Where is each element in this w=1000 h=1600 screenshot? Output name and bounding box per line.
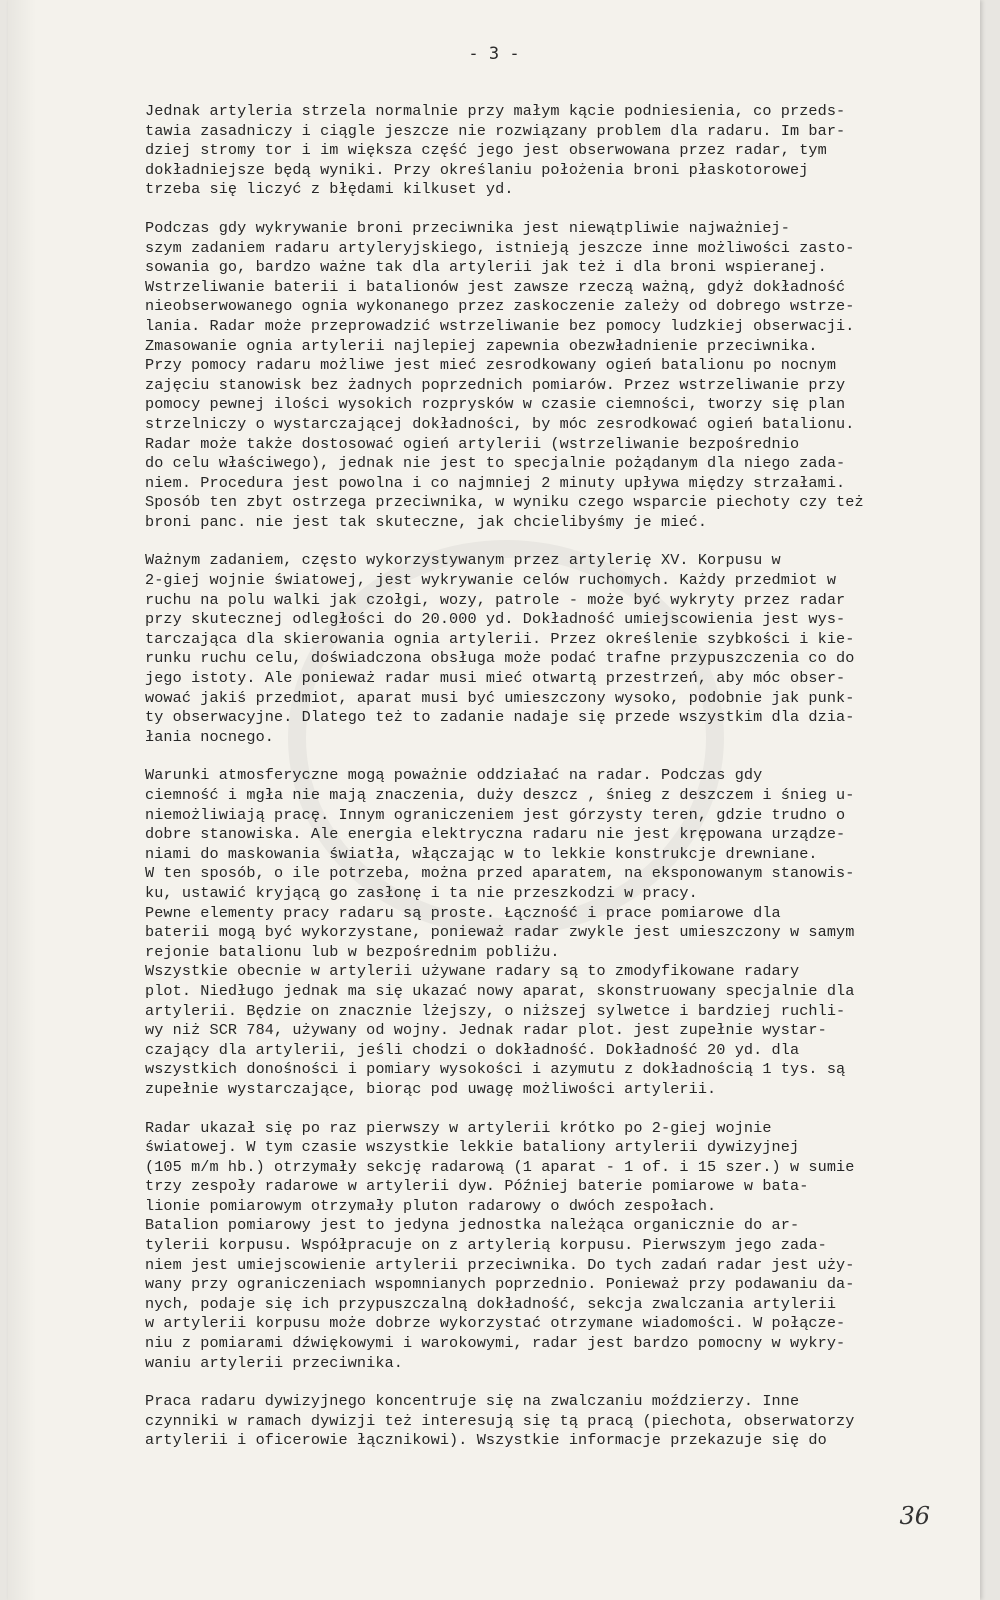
paragraph-8: Wszystkie obecnie w artylerii używane radary są to zmodyfikowane radary plot. Niedługo jednak ma się ukazać nowy aparat, skonstruowany specjalnie dla artylerii. Będzie on znacznie lżejszy, o niższej sylwetce i bardziej ruchli- wy niż SCR 784, używany od wojny. Jednak radar plot. jest zupełnie wystar- czający dla artylerii, jeśli chodzi o dokładność. Dokładność 20 yd. dla wszystkich donośności i pomiary wysokości i azymutu z dokładnością 1 tys. są zupełnie wystarczające, biorąc pod uwagę możliwości artylerii. (145, 962, 855, 1098)
document-body (145, 102, 935, 1451)
paragraph-5: Ważnym zadaniem, często wykorzystywanym przez artylerię XV. Korpusu w 2-giej wojnie światowej, jest wykrywanie celów ruchomych. Każdy przedmiot w ruchu na polu walki jak czołgi, wozy, patrole - może być wykryty przez radar przy skutecznej odległości do 20.000 yd. Dokładność umiejscowienia jest wys- tarczająca dla skierowania ognia artylerii. Przez określenie szybkości i kie- runku ruchu celu, doświadczona obsługa może podać trafne przypuszczenia co do jego istoty. Ale ponieważ radar musi mieć otwartą przestrzeń, aby móc obser- wować jakiś przedmiot, aparat musi być umieszczony wysoko, podobnie jak punk- ty obserwacyjne. Dlatego też to zadanie nadaje się przede wszystkim dla dzia- łania nocnego. (145, 551, 855, 746)
paragraph-6: Warunki atmosferyczne mogą poważnie oddziałać na radar. Podczas gdy ciemność i mgła nie mają znaczenia, duży deszcz , śnieg z deszczem i śnieg u- niemożliwiają pracę. Innym ograniczeniem jest górzysty teren, gdzie trudno o dobre stanowiska. Ale energia elektryczna radaru nie jest krępowana urządze- niami do maskowania światła, włączając w to lekkie konstrukcje drewniane. W ten sposób, o ile potrzeba, można przed aparatem, na eksponowanym stanowis- ku, ustawić kryjącą go zasłonę i ta nie przeszkodzi w pracy. (145, 766, 855, 902)
paragraph-9: Radar ukazał się po raz pierwszy w artylerii krótko po 2-giej wojnie światowej. W tym czasie wszystkie lekkie bataliony artylerii dywizyjnej (105 m/m hb.) otrzymały sekcję radarową (1 aparat - 1 of. i 15 szer.) w sumie trzy zespoły radarowe w artylerii dyw. Później baterie pomiarowe w bata- lionie pomiarowym otrzymały pluton radarowy o dwóch zespołach. (145, 1118, 855, 1215)
paragraph-4: Radar może także dostosować ogień artylerii (wstrzeliwanie bezpośrednio do celu właściwego), jednak nie jest to specjalnie pożądanym dla niego zada- niem. Procedura jest powolna i co najmniej 2 minuty upływa między strzałami. Sposób ten zbyt ostrzega przeciwnika, w wyniku czego wsparcie piechoty czy też broni panc. nie jest tak skuteczne, jak chcielibyśmy je mieć. (145, 434, 864, 531)
paragraph-7: Pewne elementy pracy radaru są proste. Łączność i prace pomiarowe dla baterii mogą być wykorzystane, ponieważ radar zwykle jest umieszczony w samym rejonie batalionu lub w bezpośrednim pobliżu. (145, 903, 855, 961)
paragraph-1: Jednak artyleria strzela normalnie przy małym kącie podniesienia, co przeds- tawia zasadniczy i ciągle jeszcze nie rozwiązany problem dla radaru. Im bar- dziej stromy tor i im większa część jego jest obserwowana przez radar, tym dokładniejsze będą wyniki. Przy określaniu położenia broni płaskotorowej trzeba się liczyć z błędami kilkuset yd. (145, 102, 846, 199)
handwritten-folio-number: 36 (899, 1502, 930, 1530)
paragraph-11: Praca radaru dywizyjnego koncentruje się na zwalczaniu moździerzy. Inne czynniki w ramach dywizji też interesują się tą pracą (piechota, obserwatorzy artylerii i oficerowie łącznikowi). Wszystkie informacje przekazuje się do (145, 1392, 855, 1450)
page-number: - 3 - (468, 44, 520, 64)
paragraph-2: Podczas gdy wykrywanie broni przeciwnika jest niewątpliwie najważniej- szym zadaniem radaru artyleryjskiego, istnieją jeszcze inne możliwości zasto- sowania go, bardzo ważne tak dla artylerii jak też i dla broni wspieranej. Wstrzeliwanie baterii i batalionów jest zawsze rzeczą ważną, gdyż dokładność nieobserwowanego ognia wykonanego przez zaskoczenie zależy od dobrego wstrze- lania. Radar może przeprowadzić wstrzeliwanie bez pomocy ludzkiej obserwacji. (145, 218, 855, 335)
document-page (8, 0, 980, 1600)
paragraph-10: Batalion pomiarowy jest to jedyna jednostka należąca organicznie do ar- tylerii korpusu. Współpracuje on z artylerią korpusu. Pierwszym jego zada- niem jest umiejscowienie artylerii przeciwnika. Do tych zadań radar jest uży- wany przy ograniczeniach wspomnianych poprzednio. Ponieważ przy podawaniu da- nych, podaje się ich przypuszczalną dokładność, sekcja zwalczania artylerii w artylerii korpusu może dobrze wykorzystać otrzymane wiadomości. W połącze- niu z pomiarami dźwiękowymi i warokowymi, radar jest bardzo pomocny w wykry- waniu artylerii przeciwnika. (145, 1216, 855, 1372)
page-edge-shadow (8, 0, 36, 1600)
paragraph-3: Zmasowanie ognia artylerii najlepiej zapewnia obezwładnienie przeciwnika. Przy pomocy radaru możliwe jest mieć zesrodkowany ogień batalionu po nocnym zajęciu stanowisk bez żadnych poprzednich pomiarów. Przez wstrzeliwanie przy pomocy pewnej ilości wysokich rozprysków w czasie ciemności, tworzy się plan strzelniczy o wystarczającej dokładności, by móc zesrodkować ogień batalionu. (145, 336, 855, 433)
